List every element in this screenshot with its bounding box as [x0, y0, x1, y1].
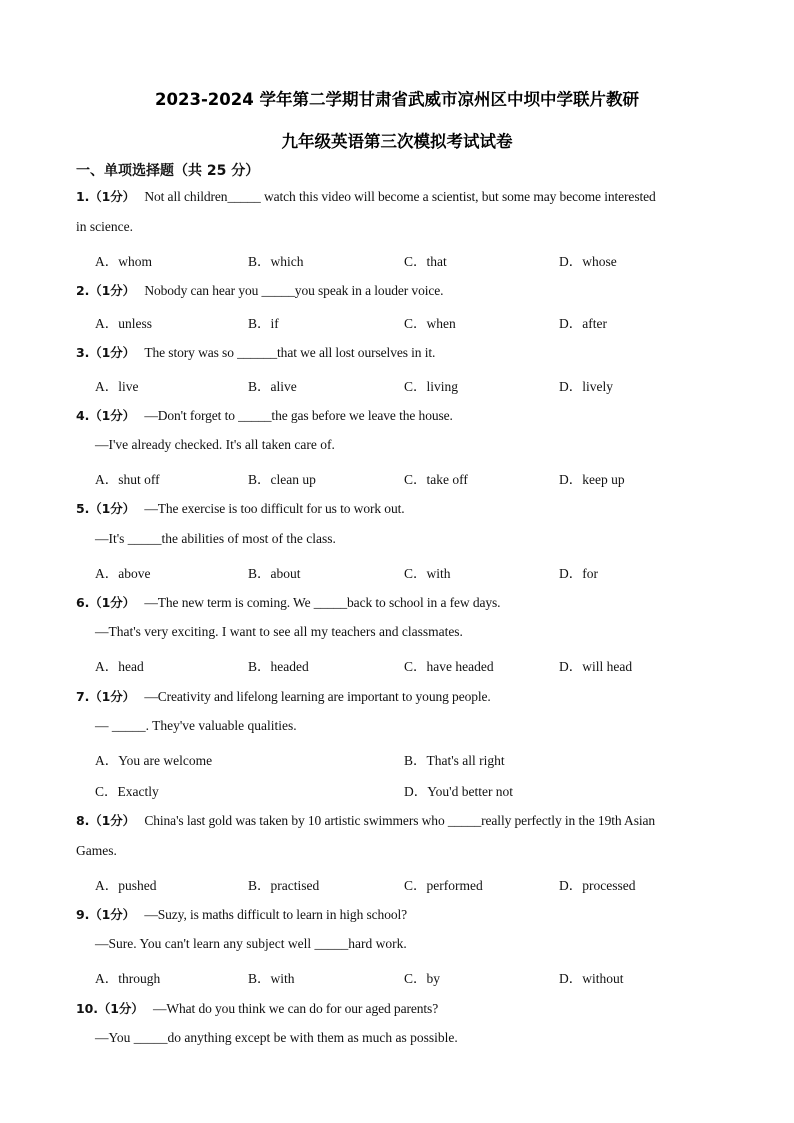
- option-c[interactable]: C．have headed: [404, 659, 494, 674]
- option-a[interactable]: A．live: [95, 379, 139, 394]
- question-number: 8.（1分）: [76, 813, 136, 828]
- option-c[interactable]: C．take off: [404, 472, 468, 487]
- question-number: 5.（1分）: [76, 501, 136, 516]
- question-7: [76, 687, 491, 705]
- question-1: [76, 187, 656, 205]
- question-stem: China's last gold was taken by 10 artistic swimmers who _____really perfectly in the 19th Asian: [144, 813, 656, 828]
- question-stem: The story was so ______that we all lost ourselves in it.: [144, 345, 436, 360]
- option-b[interactable]: B．with: [248, 971, 295, 986]
- option-b[interactable]: B．That's all right: [404, 753, 505, 768]
- option-b[interactable]: B．if: [248, 316, 279, 331]
- question-number: 10.（1分）: [76, 1001, 144, 1016]
- option-b[interactable]: B．alive: [248, 379, 297, 394]
- question-9: [76, 905, 407, 923]
- option-d[interactable]: D．after: [559, 316, 607, 331]
- question-8: [76, 811, 655, 829]
- question-number: 2.（1分）: [76, 283, 136, 298]
- option-b[interactable]: B．which: [248, 254, 304, 269]
- question-2: [76, 281, 443, 299]
- dialogue-reply: —I've already checked. It's all taken care of.: [95, 437, 335, 452]
- question-stem: Not all children_____ watch this video will become a scientist, but some may become interested: [144, 189, 656, 204]
- option-d[interactable]: D．for: [559, 566, 598, 581]
- question-6: [76, 593, 500, 611]
- dialogue-reply: —That's very exciting. I want to see all my teachers and classmates.: [95, 624, 463, 639]
- question-5: [76, 499, 405, 517]
- question-number: 6.（1分）: [76, 595, 136, 610]
- option-b[interactable]: B．headed: [248, 659, 309, 674]
- question-stem: —What do you think we can do for our aged parents?: [152, 1001, 439, 1016]
- option-a[interactable]: A．head: [95, 659, 144, 674]
- option-c[interactable]: C．that: [404, 254, 447, 269]
- dialogue-reply: — _____. They've valuable qualities.: [95, 718, 297, 733]
- option-a[interactable]: A．pushed: [95, 878, 157, 893]
- option-b[interactable]: B．about: [248, 566, 301, 581]
- option-a[interactable]: A．whom: [95, 254, 152, 269]
- dialogue-reply: —You _____do anything except be with them as much as possible.: [95, 1030, 458, 1045]
- section-heading: 一、单项选择题（共 25 分）: [76, 163, 260, 179]
- question-4: [76, 406, 453, 424]
- question-number: 4.（1分）: [76, 408, 136, 423]
- question-number: 9.（1分）: [76, 907, 136, 922]
- question-stem: —Suzy, is maths difficult to learn in high school?: [144, 907, 408, 922]
- question-stem-continued: in science.: [76, 219, 133, 234]
- option-b[interactable]: B．practised: [248, 878, 320, 893]
- dialogue-reply: —Sure. You can't learn any subject well _____hard work.: [95, 936, 407, 951]
- option-d[interactable]: D．without: [559, 971, 624, 986]
- question-stem: —The exercise is too difficult for us to work out.: [144, 501, 405, 516]
- option-c[interactable]: C．by: [404, 971, 441, 986]
- option-c[interactable]: C．when: [404, 316, 456, 331]
- option-c[interactable]: C．with: [404, 566, 451, 581]
- option-a[interactable]: A．You are welcome: [95, 753, 213, 768]
- option-d[interactable]: D．will head: [559, 659, 633, 674]
- exam-title-line1: 2023-2024 学年第二学期甘肃省武威市凉州区中坝中学联片教研: [155, 90, 639, 109]
- option-d[interactable]: D．keep up: [559, 472, 625, 487]
- option-d[interactable]: D．You'd better not: [404, 784, 514, 799]
- question-number: 1.（1分）: [76, 189, 136, 204]
- option-a[interactable]: A．shut off: [95, 472, 160, 487]
- question-stem: —Don't forget to _____the gas before we leave the house.: [144, 408, 453, 423]
- option-a[interactable]: A．through: [95, 971, 161, 986]
- option-a[interactable]: A．unless: [95, 316, 152, 331]
- question-3: [76, 343, 435, 361]
- question-10: [76, 999, 438, 1017]
- question-stem: —The new term is coming. We _____back to school in a few days.: [144, 595, 501, 610]
- option-d[interactable]: D．processed: [559, 878, 636, 893]
- question-stem: —Creativity and lifelong learning are important to young people.: [144, 689, 491, 704]
- option-c[interactable]: C．living: [404, 379, 459, 394]
- option-c[interactable]: C．Exactly: [95, 784, 159, 799]
- option-b[interactable]: B．clean up: [248, 472, 316, 487]
- option-a[interactable]: A．above: [95, 566, 151, 581]
- dialogue-reply: —It's _____the abilities of most of the class.: [95, 531, 336, 546]
- option-d[interactable]: D．lively: [559, 379, 613, 394]
- option-c[interactable]: C．performed: [404, 878, 483, 893]
- question-number: 7.（1分）: [76, 689, 136, 704]
- question-number: 3.（1分）: [76, 345, 136, 360]
- question-stem-continued: Games.: [76, 843, 117, 858]
- question-stem: Nobody can hear you _____you speak in a louder voice.: [144, 283, 444, 298]
- exam-title-line2: 九年级英语第三次模拟考试试卷: [281, 132, 513, 151]
- option-d[interactable]: D．whose: [559, 254, 617, 269]
